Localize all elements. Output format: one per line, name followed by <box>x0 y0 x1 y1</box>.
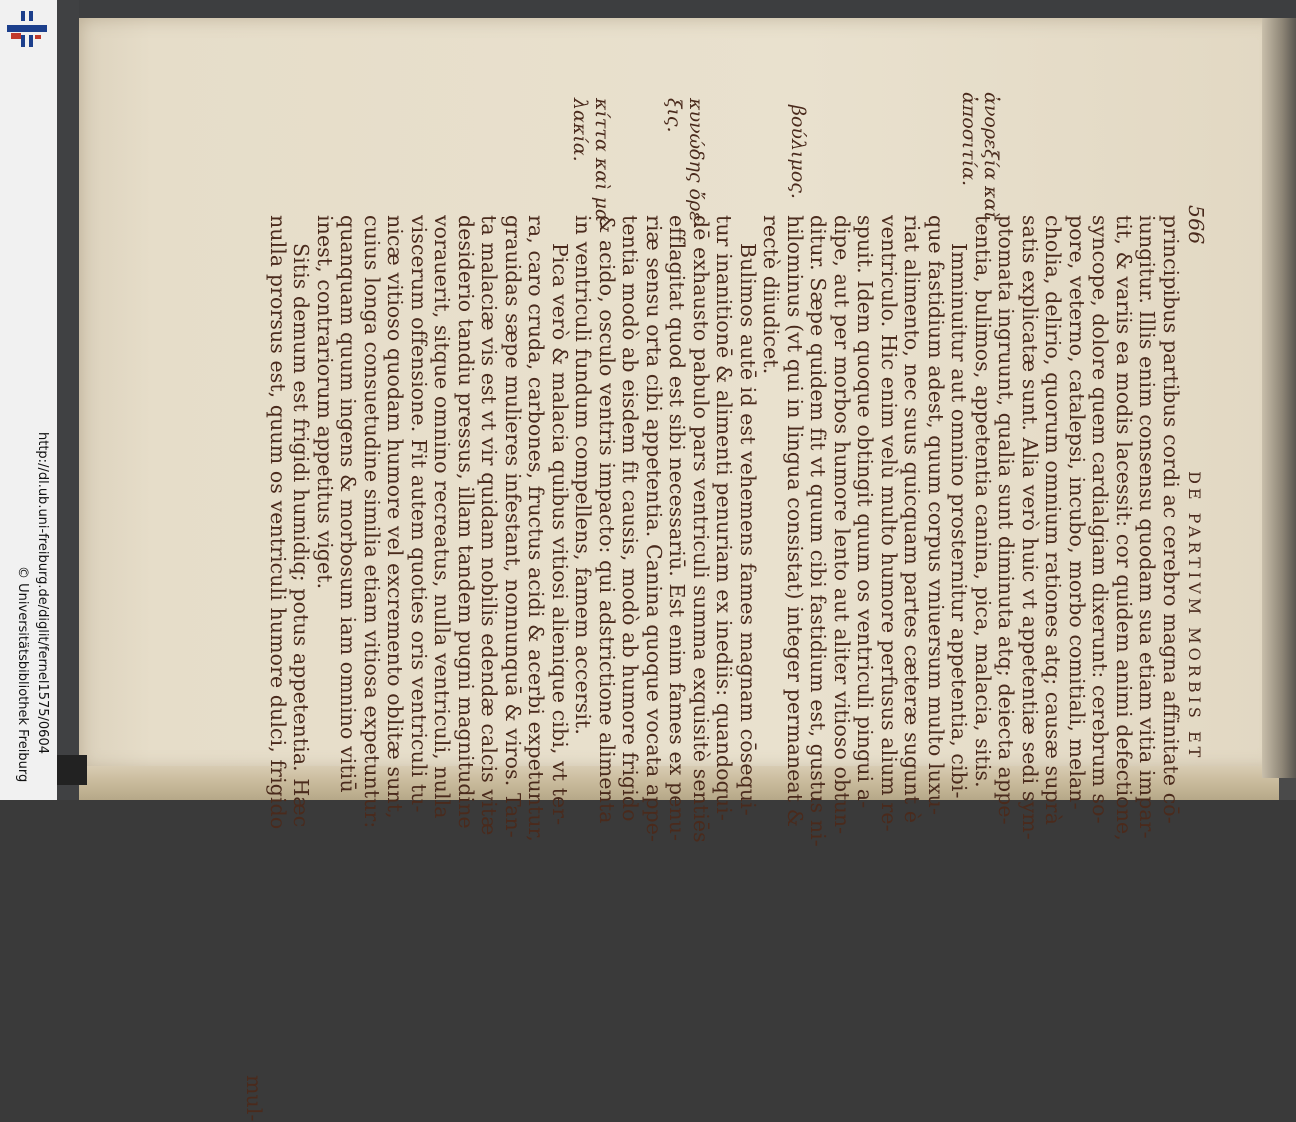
text-line: ptomata ingruunt, qualia sunt diminuta atq; deiecta appe- <box>994 215 1019 825</box>
margin-note <box>958 92 1002 219</box>
text-line: iungitur. Illis enim consensu quodam sua etiam vitia impar- <box>1135 215 1160 839</box>
text-line: principibus partibus cordi ac cerebro magna affinitate cō- <box>1159 215 1183 824</box>
sidebar <box>0 0 57 800</box>
text-line: cuius longa consuetudine similia etiam vitiosa expetuntur: <box>360 215 384 829</box>
copyright-notice: © Universitätsbibliothek Freiburg <box>15 566 30 783</box>
text-line: hilominus (vt qui in lingua consistat) integer permaneat & <box>783 215 807 828</box>
margin-note <box>787 105 809 199</box>
text-line: Imminuitur aut omnino prosternitur appetentia, cibi- <box>947 243 972 799</box>
text-line: viscerum offensione. Fit autem quoties oris ventriculi tu- <box>407 215 431 813</box>
text-line: tentia modò ab eisdem fit causis, modò ab humore frigido <box>618 215 643 822</box>
text-line: ditur. Sæpe quidem fit vt quum cibi fastidium est, gustus ni- <box>806 215 831 847</box>
catchword: mul- <box>242 1075 267 1122</box>
margin-note-line: ἀποσιτία. <box>958 92 980 187</box>
text-line: Pica verò & malacia quibus vitiosi alienique cibi, vt ter- <box>548 243 572 826</box>
margin-note <box>569 98 613 228</box>
text-line: syncope, dolore quem cardialgiam dixerunt: cerebrum so- <box>1088 215 1113 824</box>
text-line: ta malaciæ vis est vt vir quidam nobilis edendæ calcis vitæ <box>477 215 502 836</box>
scanned-page-viewer <box>57 0 1296 1122</box>
text-line: ra, caro cruda, carbones, fructus acidi & acerbi expetuntur, <box>524 215 549 842</box>
text-line: ventriculo. Hic enim velù multo humore perfusus alium re- <box>877 215 901 832</box>
text-line: efflagitat quod est sibi necessariū. Est enim fames ex penu- <box>665 215 690 842</box>
text-line: rectè diiudicet. <box>759 215 784 375</box>
margin-note-line: λακία. <box>569 98 591 162</box>
margin-note-line: κυνώδης ὄρε- <box>685 98 707 228</box>
source-url[interactable]: http://dl.ub.uni-freiburg.de/diglit/fernel1575/0604 <box>35 432 50 754</box>
text-line: grauidas sæpe mulieres infestant, nonnunquā & viros. Tan- <box>501 215 525 838</box>
text-line: riæ sensu orta cibi appetentia. Canina quoque vocata appe- <box>642 215 666 842</box>
text-line: tur inanitionē & alimenti penuriam ex inediis: quandoqui- <box>712 215 737 821</box>
text-line: inest, contrariorum appetitus viget. <box>313 215 337 590</box>
text-line: Sitis demum est frigidi humidiq; potus appetentia. Hæc <box>289 243 314 828</box>
text-line: cholia, delirio, quorum omnium rationes atq; causæ suprà <box>1041 215 1066 826</box>
text-line: in ventriculi fundum compellens, famem accersit. <box>571 215 596 735</box>
text-line: vorauerit, sitque omnino recreatus, nulla ventriculi, nulla <box>430 215 455 819</box>
book-gutter <box>1262 18 1296 778</box>
margin-note <box>663 98 707 228</box>
text-line: dipe, aut per morbos humore lento aut aliter vitioso obtun- <box>830 215 854 835</box>
running-head: DE PARTIVM MORBIS ET <box>1185 471 1204 762</box>
text-line: dē exhausto pabulo pars ventriculi summa exquisitè sentiēs <box>689 215 713 843</box>
margin-note-line: ξις. <box>663 98 685 133</box>
text-line: Bulimos autē id est vehemens fames magnam cōsequi- <box>736 243 760 816</box>
text-line: tentia, bulimos, appetentia canina, pica, malacia, sitis. <box>971 215 995 788</box>
text-line: & acido, osculo ventris impacto: qui adstrictione alimenta <box>595 215 619 824</box>
text-line: que fastidium adest, quum corpus vniuersum multo luxu- <box>924 215 948 815</box>
text-line: tit, & variis ea modis lacessit: cor quidem animi defectione, <box>1112 215 1136 841</box>
margin-note-line: ἀνορεξία καὶ <box>980 92 1002 219</box>
text-line: pore, veterno, catalepsi, incubo, morbo comitiali, melan- <box>1065 215 1089 810</box>
margin-note-line: κίττα καὶ μα- <box>591 98 613 229</box>
page-number: 566 <box>1184 205 1208 245</box>
text-line: satis explicatæ sunt. Alia verò huic vt appetentiæ sedi sym- <box>1018 215 1042 840</box>
text-line: desiderio tandiu pressus, illam tandem pugni magnitudine <box>454 215 478 829</box>
ub-freiburg-logo-icon[interactable] <box>5 9 49 49</box>
text-line: riat alimento, nec suus quicquam partes cæteræ sugunt è <box>900 215 925 824</box>
text-line: quanquam quum ingens & morbosum iam omnino vitiū <box>336 215 361 793</box>
text-line: spuit. Idem quoque obtingit quum os ventriculi pingui a- <box>853 215 878 809</box>
text-line: nulla prorsus est, quum os ventriculi humore dulci, frigido <box>266 215 290 830</box>
page-text-block <box>242 205 1212 1122</box>
text-line: nicæ vitioso quodam humore vel excremento oblitæ sunt, <box>383 215 408 819</box>
margin-note-line: βούλιμος. <box>787 105 809 199</box>
